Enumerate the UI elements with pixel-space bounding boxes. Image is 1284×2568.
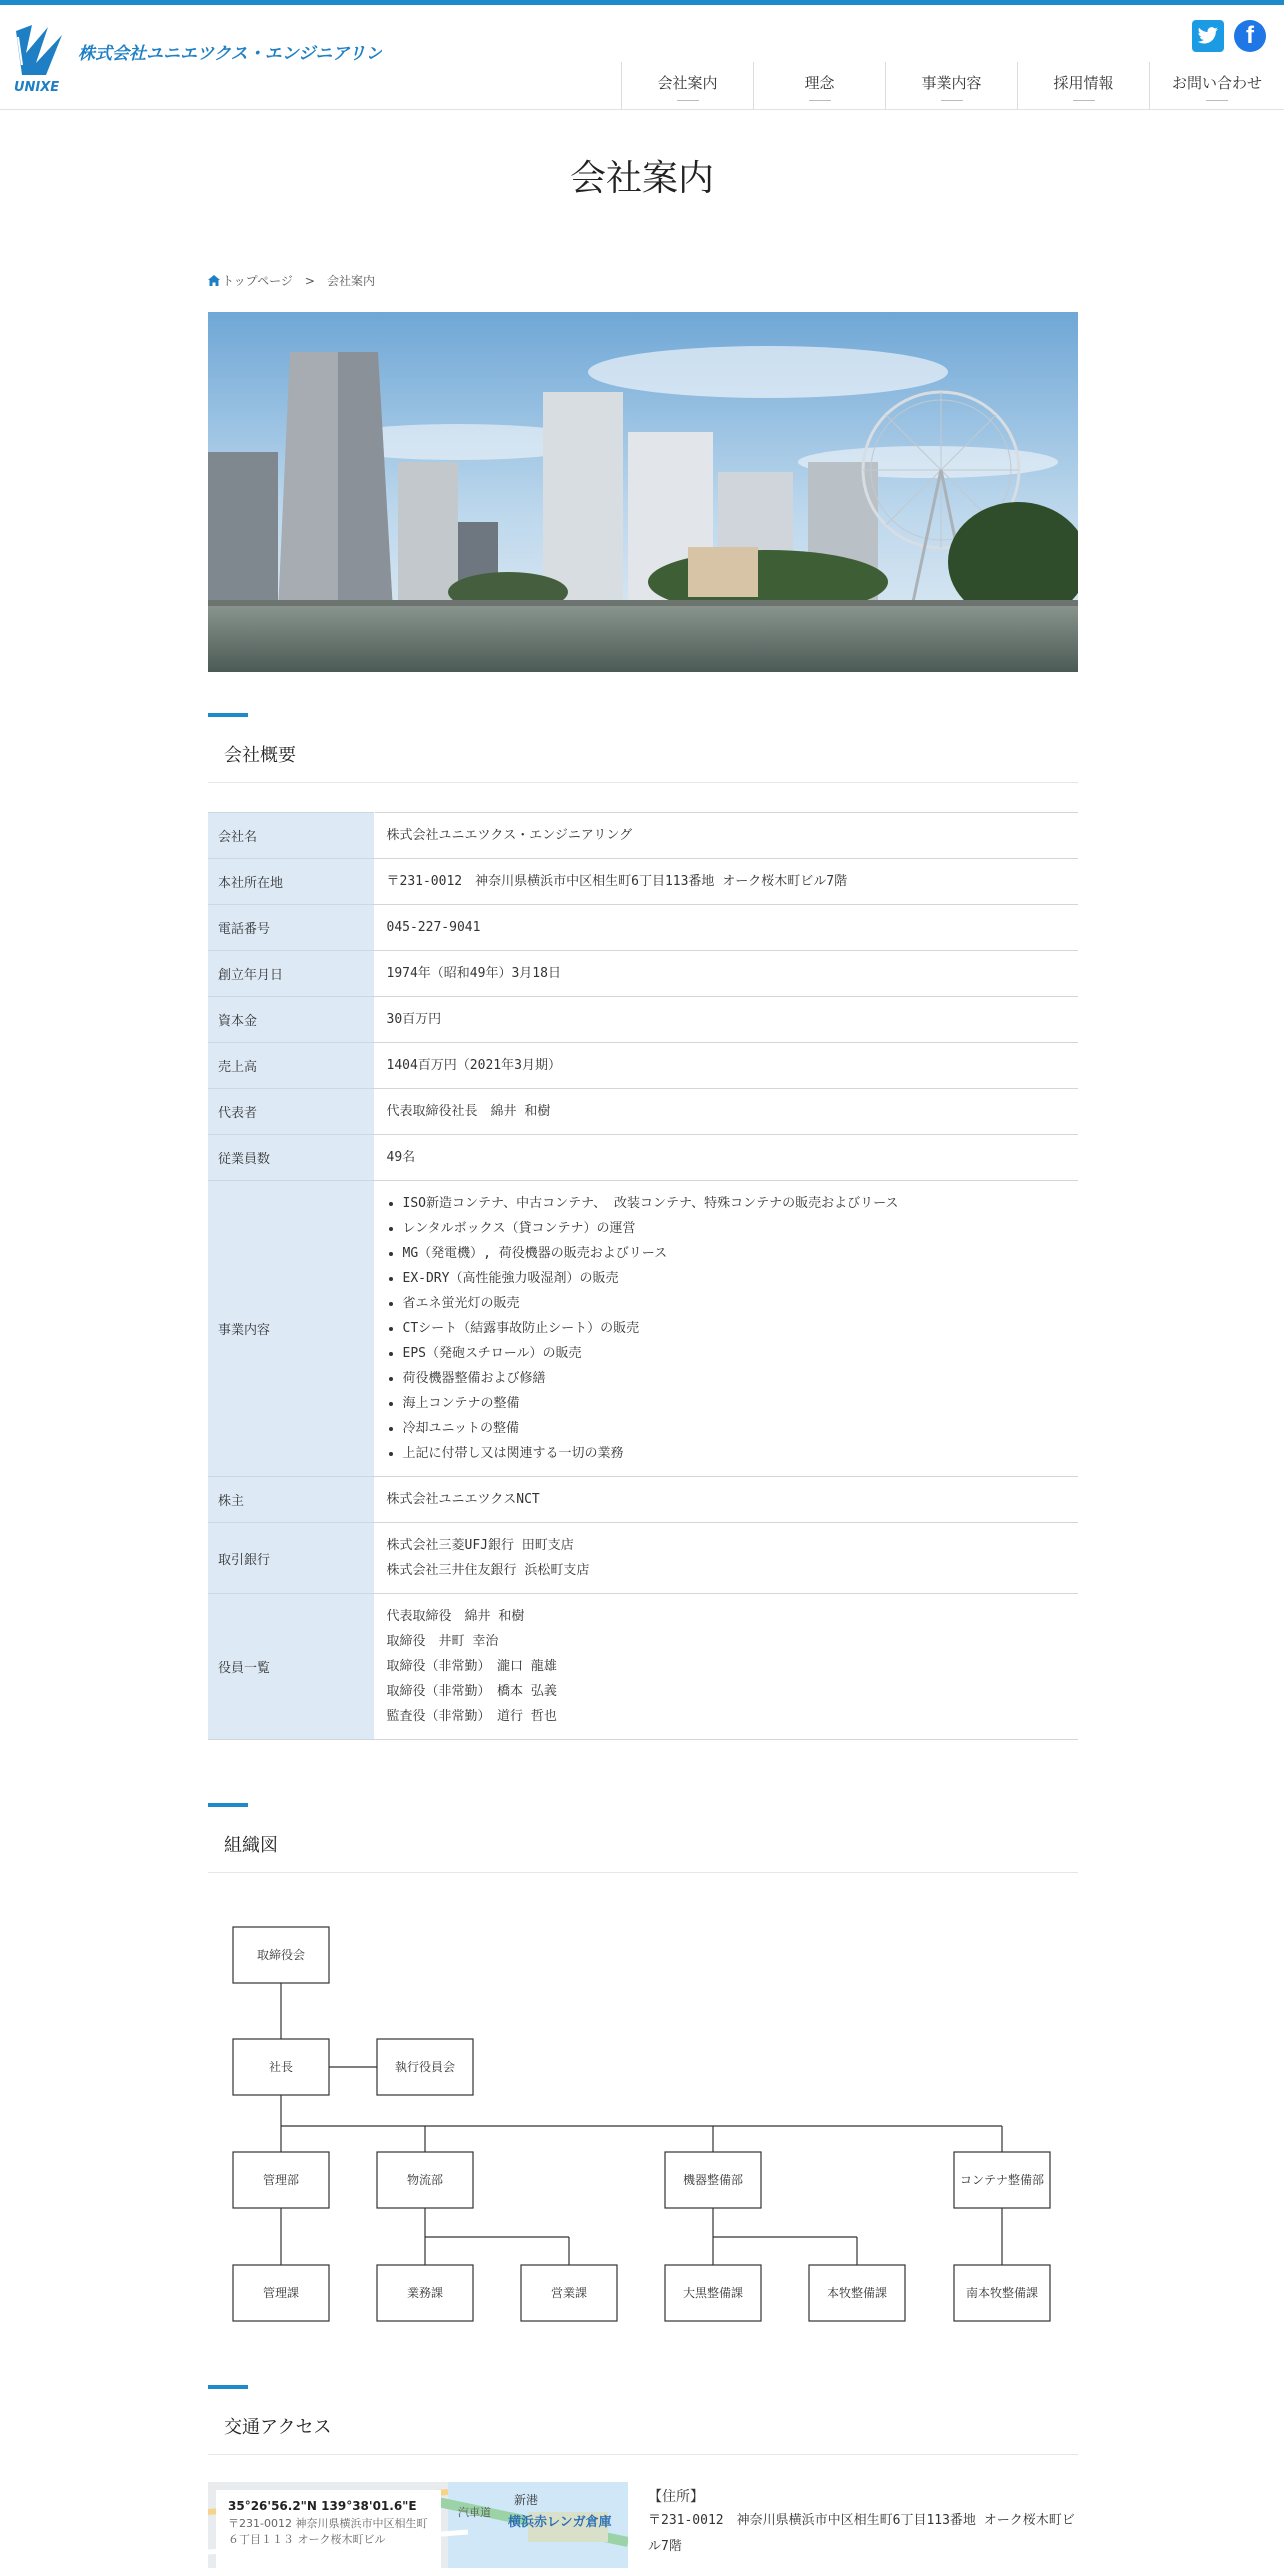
- table-row: 代表者 代表取締役社長 綿井 和樹: [208, 1089, 1078, 1135]
- google-map-embed[interactable]: 新港 横浜赤レンガ倉庫 汽車道 35°26'56.2"N 139°38'01.6"E 〒231-0012 神奈川県横浜市中区相生町６丁目１１３ オーク桜木町ビル: [208, 2482, 628, 2568]
- company-logo[interactable]: [12, 23, 382, 95]
- table-row: 創立年月日 1974年（昭和49年）3月18日: [208, 951, 1078, 997]
- hero-cityscape-image: [208, 312, 1078, 672]
- table-row: 従業員数 49名: [208, 1135, 1078, 1181]
- section-heading-access: 交通アクセス: [208, 2385, 1078, 2455]
- org-box-section: 大黒整備課: [682, 2286, 744, 2300]
- org-box-president: 社長: [268, 2060, 294, 2074]
- breadcrumb: [208, 272, 375, 289]
- table-row: 電話番号 045-227-9041: [208, 905, 1078, 951]
- org-box-section: 業務課: [406, 2286, 444, 2300]
- org-box-dept: 管理部: [262, 2173, 300, 2187]
- table-row: 役員一覧 代表取締役 綿井 和樹 取締役 井町 幸治 取締役（非常勤） 瀧口 龍雄 取締役（非常勤） 橋本 弘義 監査役（非常勤） 道行 哲也: [208, 1594, 1078, 1740]
- business-list: [387, 1191, 1067, 1466]
- nav-item-business[interactable]: 事業内容: [885, 62, 1017, 110]
- list-item: • 荷役機器整備および修繕: [403, 1366, 1067, 1391]
- home-icon: [208, 275, 220, 286]
- org-box-section: 本牧整備課: [826, 2286, 888, 2300]
- list-item: • 冷却ユニットの整備: [403, 1416, 1067, 1441]
- org-box-section: 南本牧整備課: [965, 2286, 1039, 2300]
- twitter-icon[interactable]: [1192, 20, 1224, 52]
- org-box-board: 取締役会: [256, 1948, 306, 1962]
- logo-mark-icon: [12, 23, 382, 95]
- table-row: 会社名 株式会社ユニエツクス・エンジニアリング: [208, 813, 1078, 859]
- org-box-dept: コンテナ整備部: [959, 2173, 1045, 2187]
- list-item: • 海上コンテナの整備: [403, 1391, 1067, 1416]
- section-heading-org: 組織図: [208, 1803, 1078, 1873]
- address-text: 〒231-0012 神奈川県横浜市中区相生町6丁目113番地 オーク桜木町ビル7階: [648, 2513, 1075, 2554]
- table-row: 事業内容 • ISO新造コンテナ、中古コンテナ、 改装コンテナ、特殊コンテナの販売およびリース • レンタルボックス（貸コンテナ）の運営 • MG（発電機）, 荷役機器の販売およびリース • EX-DRY（高性能強力吸湿剤）の販売 • 省エネ蛍光灯の販売 • CTシート（結露事故防止シート）の販売 • EPS（発砲スチロール）の販売 • 荷役機器整備および修繕 • 海上コンテナの整備 • 冷却ユニットの整備 • 上記に付帯し又は関連する一切の業務: [208, 1181, 1078, 1477]
- table-row: 株主 株式会社ユニエツクスNCT: [208, 1477, 1078, 1523]
- org-box-dept: 物流部: [406, 2173, 444, 2187]
- org-chart: [208, 1900, 1078, 2350]
- list-item: • MG（発電機）, 荷役機器の販売およびリース: [403, 1241, 1067, 1266]
- list-item: • EPS（発砲スチロール）の販売: [403, 1341, 1067, 1366]
- nav-item-contact[interactable]: お問い合わせ: [1149, 62, 1284, 110]
- nav-item-philosophy[interactable]: 理念: [753, 62, 885, 110]
- table-row: 本社所在地 〒231-0012 神奈川県横浜市中区相生町6丁目113番地 オーク桜木町ビル7階: [208, 859, 1078, 905]
- svg-text:35°26'56.2"N 139°38'01.6"E: 35°26'56.2"N 139°38'01.6"E: [228, 2499, 417, 2513]
- org-box-section: 営業課: [550, 2286, 588, 2300]
- nav-item-company[interactable]: 会社案内: [621, 62, 753, 110]
- page-title: 会社案内: [569, 158, 714, 199]
- org-box-dept: 機器整備部: [682, 2173, 744, 2187]
- company-overview-table: [208, 812, 1078, 1740]
- list-item: • ISO新造コンテナ、中古コンテナ、 改装コンテナ、特殊コンテナの販売およびリース: [403, 1191, 1067, 1216]
- svg-text:横浜赤レンガ倉庫: 横浜赤レンガ倉庫: [508, 2515, 612, 2530]
- breadcrumb-home-link[interactable]: トップページ: [222, 274, 293, 288]
- svg-text:株式会社ユニエツクス・エンジニアリング: 株式会社ユニエツクス・エンジニアリング: [78, 44, 382, 64]
- breadcrumb-separator: >: [304, 273, 315, 288]
- breadcrumb-current: 会社案内: [326, 274, 375, 288]
- table-row: 売上高 1404百万円（2021年3月期）: [208, 1043, 1078, 1089]
- list-item: • 上記に付帯し又は関連する一切の業務: [403, 1441, 1067, 1466]
- svg-text:新港: 新港: [514, 2493, 539, 2507]
- global-nav: [621, 62, 1284, 110]
- svg-text:UNIXE: UNIXE: [14, 80, 60, 95]
- address-label: 【住所】: [648, 2489, 704, 2505]
- table-row: 資本金 30百万円: [208, 997, 1078, 1043]
- section-heading-overview: 会社概要: [208, 713, 1078, 783]
- list-item: • 省エネ蛍光灯の販売: [403, 1291, 1067, 1316]
- social-links: [1192, 20, 1266, 52]
- org-box-exec: 執行役員会: [394, 2060, 456, 2074]
- org-box-section: 管理課: [262, 2286, 300, 2300]
- list-item: • CTシート（結露事故防止シート）の販売: [403, 1316, 1067, 1341]
- list-item: • レンタルボックス（貸コンテナ）の運営: [403, 1216, 1067, 1241]
- site-header: [0, 5, 1284, 110]
- table-row: 取引銀行 株式会社三菱UFJ銀行 田町支店 株式会社三井住友銀行 浜松町支店: [208, 1523, 1078, 1594]
- svg-text:汽車道: 汽車道: [458, 2506, 491, 2519]
- list-item: • EX-DRY（高性能強力吸湿剤）の販売: [403, 1266, 1067, 1291]
- facebook-icon[interactable]: f: [1234, 20, 1266, 52]
- nav-item-recruit[interactable]: 採用情報: [1017, 62, 1149, 110]
